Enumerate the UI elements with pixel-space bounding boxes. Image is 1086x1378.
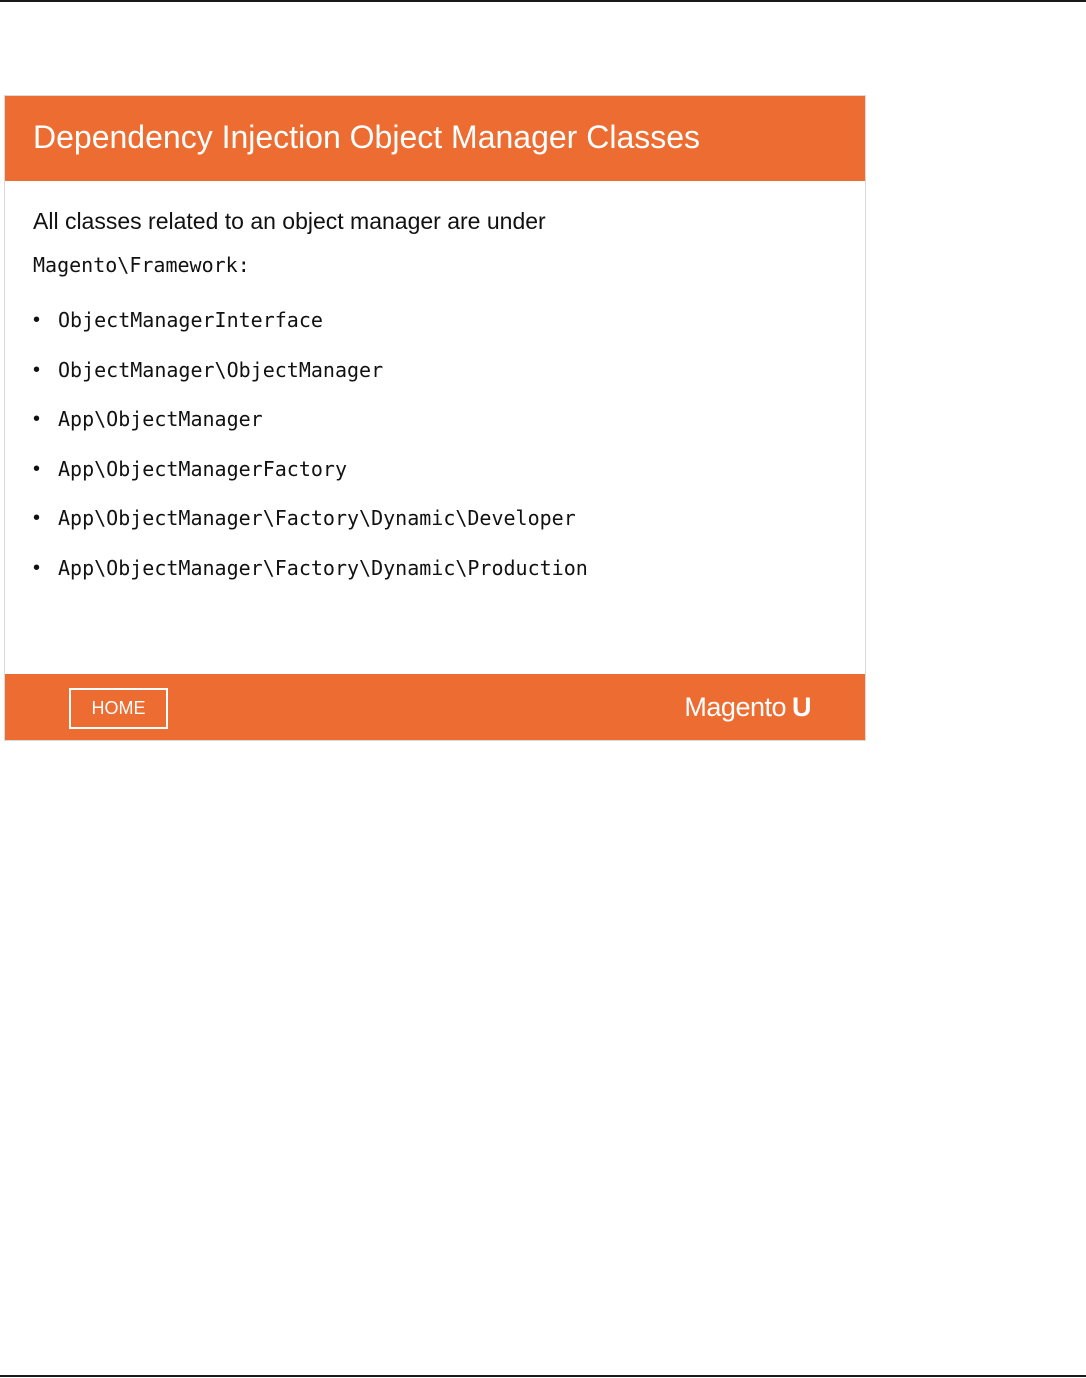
intro-text: All classes related to an object manager are under — [33, 208, 546, 234]
class-name: App\ObjectManagerFactory — [58, 456, 347, 481]
home-button[interactable]: HOME — [69, 688, 168, 729]
bullet-icon: • — [33, 358, 41, 381]
list-item — [33, 306, 588, 356]
class-name: App\ObjectManager\Factory\Dynamic\Production — [58, 555, 588, 580]
bullet-icon: • — [33, 507, 41, 529]
slide-title: Dependency Injection Object Manager Classes — [33, 119, 701, 155]
magento-u-logo — [684, 691, 811, 723]
brand-suffix: U — [792, 692, 811, 722]
slide-footer — [5, 674, 865, 740]
class-name: ObjectManager\ObjectManager — [58, 357, 384, 382]
class-name: App\ObjectManager\Factory\Dynamic\Developer — [58, 506, 576, 530]
list-item — [33, 405, 588, 455]
list-item — [33, 504, 588, 554]
page-top-rule — [0, 0, 1086, 2]
page-bottom-rule — [0, 1375, 1086, 1377]
bullet-icon: • — [33, 556, 41, 579]
class-name: App\ObjectManager — [58, 407, 263, 431]
list-item — [33, 554, 588, 604]
bullet-icon: • — [33, 457, 41, 480]
slide-header — [5, 96, 865, 181]
class-name: ObjectManagerInterface — [58, 308, 323, 332]
slide — [4, 95, 866, 741]
bullet-icon: • — [33, 408, 41, 430]
list-item — [33, 455, 588, 505]
brand-name: Magento — [684, 692, 786, 722]
bullet-icon: • — [33, 309, 41, 331]
class-list — [33, 306, 588, 603]
intro-namespace: Magento\Framework: — [33, 253, 250, 277]
list-item — [33, 356, 588, 406]
